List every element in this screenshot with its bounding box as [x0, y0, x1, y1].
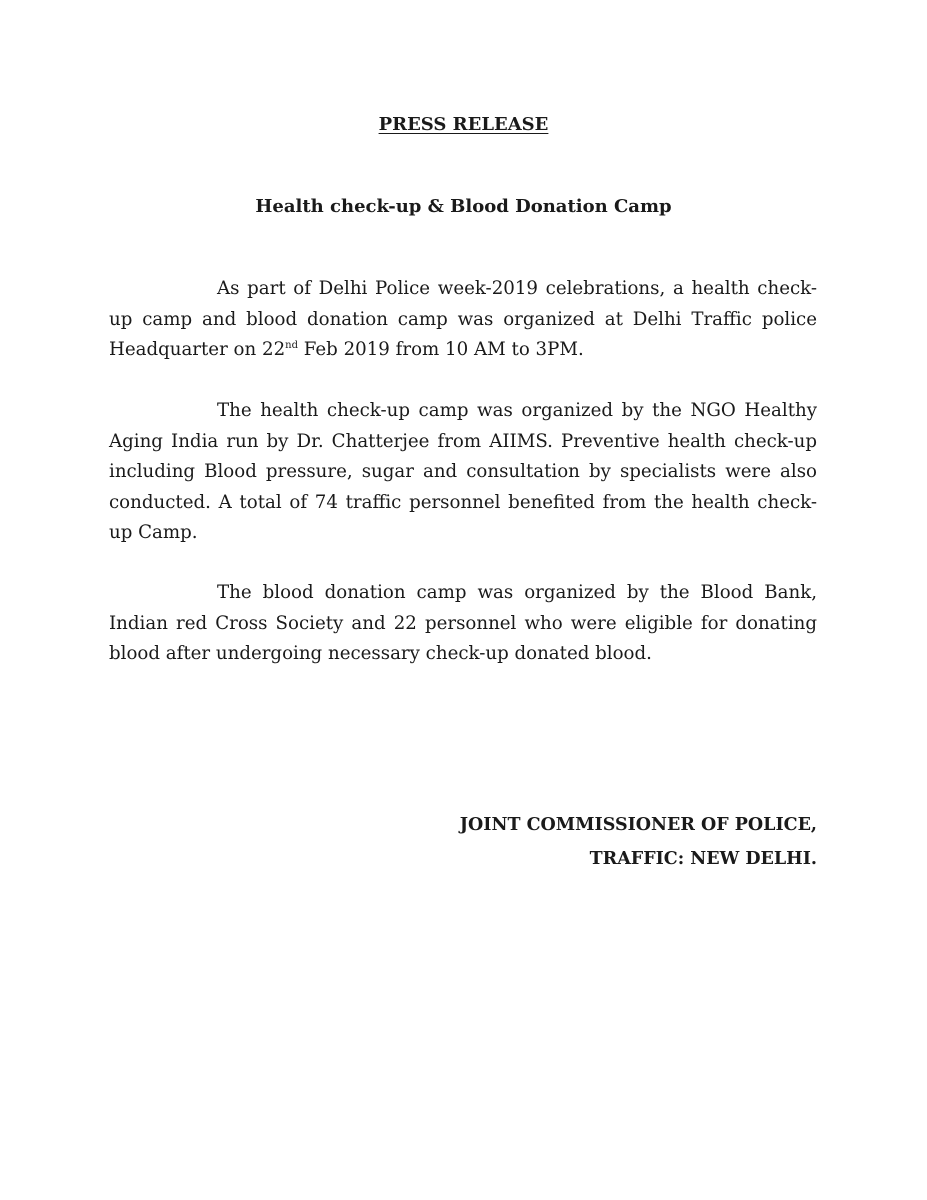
document-title: Health check-up & Blood Donation Camp [255, 196, 672, 217]
paragraph-celebrations [109, 274, 817, 366]
paragraph-health-checkup: The health check-up camp was organized by the NGO Healthy Aging India run by Dr. Chatterjee from AIIMS. Preventive health check-up including Blood pressure, sugar and consultation by specialists were also conducted. A total of 74 traffic personnel benefited from the health check-up Camp. [109, 400, 817, 543]
paragraph-celebrations-text-start: As part of Delhi Police week-2019 celebrations, a health check-up camp and blood donation camp was organized at Delhi Traffic police Headquarter on 22 [109, 278, 817, 360]
signature-designation: JOINT COMMISSIONER OF POLICE, [459, 815, 817, 835]
press-release-heading: PRESS RELEASE [378, 114, 549, 135]
paragraph-blood-donation: The blood donation camp was organized by the Blood Bank, Indian red Cross Society and 22 personnel who were eligible for donating blood after undergoing necessary check-up donated blood. [109, 582, 817, 664]
signature-block [460, 808, 817, 876]
date-ordinal-suffix: nd [285, 339, 298, 351]
signature-office: TRAFFIC: NEW DELHI. [589, 849, 817, 869]
paragraph-celebrations-text-end: Feb 2019 from 10 AM to 3PM. [297, 339, 584, 360]
